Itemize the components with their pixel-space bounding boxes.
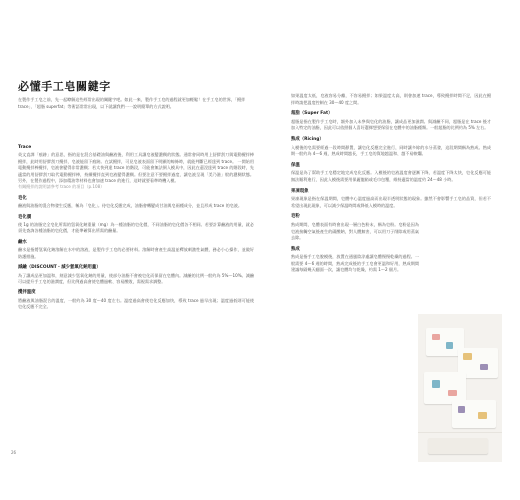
right-column [291,93,491,279]
soap-chip [463,353,472,360]
soap-tray [428,438,488,454]
page-number: 26 [11,450,17,455]
section-text: 超脂是指在製作手工皂時，額外加入未參與皂化的油脂，讓成品更加滋潤。與減鹼不同，超脂是在 trace 後才加入特定的油脂，因此可以依照個人喜好選擇想要保留在皂體中的油脂種類。一般超脂的比例約為 5% 左右。 [291,118,491,131]
section-text: 為了讓成品更加溫和，刻意減少氫氧化鈉的用量，使部分油脂不會被皂化而保留在皂體內。減鹼的比例一般約為 5%～10%。減鹼可以提升手工皂的滋潤度，但比例過高會使皂體過軟、容易酸敗，需視需求調整。 [18,272,254,284]
section-heading: 果凍現象 [291,188,309,194]
section-heading: 保溫 [291,162,300,168]
section-text: 將鹼液與油脂混合的溫度，一般約為 30 度～40 度左右。溫度過高會使皂化反應加快，導致 trace 過早出現；溫度過低則可能使皂化反應不完全。 [18,297,254,310]
soap-bar [452,400,496,428]
section-trace [18,145,254,191]
section-mixing-temp [18,290,254,310]
section-superfat [291,111,491,132]
section-text: 鹼水是指將氫氧化鈉溶解在水中的溶液，是製作手工皂的必要材料。溶解時會產生高溫並釋放刺激性氣體，務必小心操作，並做好防護措施。 [18,247,254,259]
section-heading: Trace [18,145,32,150]
soap-chip [432,380,440,388]
section-text: 如果溫度太低，皂液容易分離，不容易攪拌；如果溫度太高，則會加速 trace，導致攪拌時間不足，因此在攪拌時請把溫度控制在 30～40 度之間。 [291,93,491,105]
section-heading: 減鹼（DISCOUNT・減少氫氧化鈉用量） [18,265,101,271]
section-heading: 熟成 [291,246,300,252]
section-gel-phase [291,189,491,210]
section-lye-water [18,240,254,260]
photo-tray-edge [418,432,502,433]
section-insulation [291,163,491,184]
soap-chip [458,406,465,413]
section-text: 入模後的皂需要經過一段時間靜置，讓皂化反應完全進行，同時讓多餘的水分蒸發，這段期間稱為熟成。熟成期一般約為 4～6 週，熟成時間越長，手工皂的質地越溫和、越不易軟爛。 [291,144,491,157]
section-heading: 熟成（Ricing） [291,136,324,142]
soap-chip [448,390,457,396]
section-heading: 皂化 [18,195,27,201]
section-note: 有關攪拌的說明請參考 trace 的項目（p.108） [18,184,105,190]
section-continued [291,93,491,106]
intro-paragraph: 在製作手工皂之前，先一起瞭解這些經常出現的關鍵字吧。如此一來，製作手工皂的過程就更加輕鬆！在手工皂的世界，「攪拌 trace」、「超脂 superfat」等術語常常出現，以下就讓我們一一說明簡單的方式說明。 [18,97,246,109]
soap-chip [480,364,488,370]
soap-photo [418,314,502,462]
section-heading: 超脂（Super Fat） [291,111,333,117]
section-text: 鹼液與油脂的混合物發生反應，稱為「皂化」。待皂化反應完成，油脂會轉變成甘油與皂兩種成分，並且形成 trace 的皂液。 [18,203,242,209]
section-heading: 攪拌溫度 [18,290,36,296]
section-saponification [18,196,254,210]
section-lye-discount [18,265,254,285]
soap-chip [446,342,453,349]
section-soda-ash [291,214,491,241]
section-text: 果凍現象是指在保溫期間，皂體中心溫度過高而出現半透明狀態的現象。雖然不會影響手工皂的品質，但若不希望出現此現象，可以減少保溫時間或降低入模時的溫度。 [291,196,491,208]
soap-chip [478,412,487,419]
section-sap-value [18,215,254,235]
section-ricing [291,137,491,158]
left-column [18,145,254,316]
section-text: 保溫是為了幫助手工皂穩定地完成皂化反應。入模後的皂液溫度會逐漸下降，若溫度下降太快，皂化反應可能無法順利進行，因此入模後需要用保麗龍箱或毛巾包覆，維持適當的溫度約 24～48 小時。 [291,170,491,182]
section-text: 使 1g 的油脂完全皂化所需的氫氧化鈉重量（mg）為一種油脂的皂化價，不同油脂的皂化價各不相同。若要計算鹼液的用量，就必須先查詢各種油脂的皂化價，才能準確算出所需的鹼量。 [18,222,254,234]
section-curing [291,247,491,274]
soap-chip [432,334,440,340]
section-text: 熟成是指手工皂脫模後，放置在通風陰涼處讓皂體慢慢乾燥的過程。一般需要 4～6 週的時間，熟成完成後的手工皂會更溫和好用，熟成期間建議每隔幾天翻面一次，讓皂體均勻乾燥，約需 1～2 個月。 [291,254,419,273]
section-text: 英文直譯「痕跡」的意思，指的是在混合基礎油與鹼液後，利用工具讓皂液變濃稠的狀態。通常會同時用上舒膠刮刀與電動攪拌棒攪拌，此時用舒膠刮刀攪拌，皂液能留下痕跡。在試攪拌，可見皂液表面留下明顯的線條時，就能判斷已經達到 trace。 一開始用電動攪拌棒攪拌，皂液會變得非常濃稠；若太快到達 trace 的階段，可能會無法倒入模具中，因此在還沒達到 trace 的階段時，先適當的用舒膠刮刀取代電動攪拌棒，持續攪拌直到皂液變得濃稠。但要注意不要攪拌過度，讓皂液呈現「美乃滋」般的濃稠狀態。另外，在製作過程中，添加精油等材料也會加速 trace 的進行，這時就要看準時機入模。 [18,152,254,184]
section-heading: 皂化價 [18,214,32,220]
page-title: 必懂手工皂關鍵字 [18,80,111,93]
section-heading: 皂粉 [291,214,300,220]
section-text: 熟成期間，皂體表面有時會出現一層白色粉末，稱為皂粉。皂粉是因為皂液接觸空氣後產生的碳酸鈉，對人體無害，可以用刀子削除或用蒸氣去除。 [291,221,419,241]
section-heading: 鹼水 [18,239,27,245]
